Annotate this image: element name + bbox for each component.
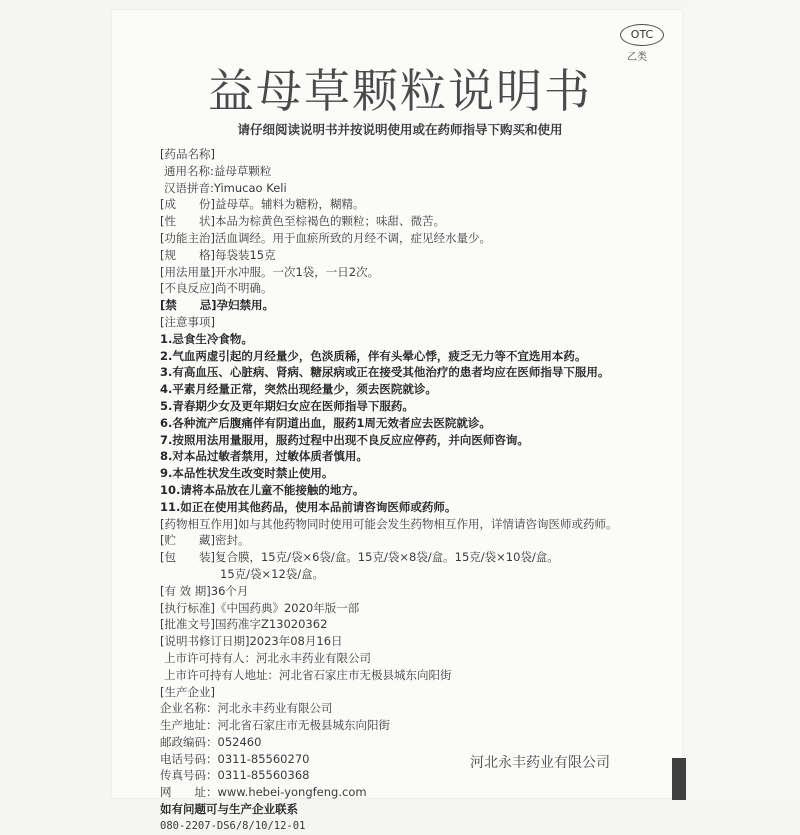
document-subtitle: 请仔细阅读说明书并按说明使用或在药师指导下购买和使用 (237, 122, 563, 137)
dosage: [用法用量]开水冲服。一次1袋，一日2次。 (160, 264, 380, 279)
website: 网 址：www.hebei-yongfeng.com (160, 785, 367, 800)
leaflet-body (160, 146, 680, 835)
precaution-item: 3.有高血压、心脏病、肾病、糖尿病或正在接受其他治疗的患者均应在医师指导下服用。 (160, 365, 610, 380)
company-name: 企业名称：河北永丰药业有限公司 (160, 701, 333, 716)
precaution-item: 8.对本品过敏者禁用，过敏体质者慎用。 (160, 449, 368, 464)
section-manufacturer: [生产企业] (160, 684, 215, 699)
approval-number: [批准文号]国药准字Z13020362 (160, 617, 328, 632)
production-address: 生产地址：河北省石家庄市无极县城东向阳街 (160, 718, 390, 733)
phone-number: 电话号码：0311-85560270 (160, 751, 310, 766)
otc-class-label: 乙类 (627, 52, 647, 63)
section-precautions: [注意事项] (160, 314, 215, 329)
packaging-continued: 15克/袋×12袋/盒。 (220, 566, 325, 581)
background-right (682, 0, 800, 800)
mah-name: 上市许可持有人：河北永丰药业有限公司 (164, 650, 371, 665)
footer-company: 河北永丰药业有限公司 (470, 755, 610, 771)
contraindications: [禁 忌]孕妇禁用。 (160, 298, 275, 313)
storage: [贮 藏]密封。 (160, 533, 250, 548)
precaution-item: 1.忌食生冷食物。 (160, 331, 253, 346)
indications: [功能主治]活血调经。用于血瘀所致的月经不调，症见经水量少。 (160, 230, 491, 245)
expiry: [有 效 期]36个月 (160, 583, 249, 598)
otc-badge: OTC (620, 24, 664, 46)
precaution-item: 5.青春期少女及更年期妇女应在医师指导下服药。 (160, 398, 414, 413)
appearance: [性 状]本品为棕黄色至棕褐色的颗粒；味甜、微苦。 (160, 214, 445, 229)
fax-number: 传真号码：0311-85560368 (160, 768, 310, 783)
ingredients: [成 份]益母草。辅料为糖粉，糊精。 (160, 197, 365, 212)
mah-address: 上市许可持有人地址：河北省石家庄市无极县城东向阳街 (164, 667, 452, 682)
packaging: [包 装]复合膜，15克/袋×6袋/盒。15克/袋×8袋/盒。15克/袋×10袋/盒。 (160, 550, 559, 565)
document-title: 益母草颗粒说明书 (208, 64, 592, 118)
pinyin-name: 汉语拼音:Yimucao Keli (164, 180, 287, 195)
contact-note: 如有问题可与生产企业联系 (160, 802, 298, 817)
precaution-item: 9.本品性状发生改变时禁止使用。 (160, 466, 334, 481)
section-drug-name: [药品名称] (160, 147, 215, 161)
drug-interactions: [药物相互作用]如与其他药物同时使用可能会发生药物相互作用，详情请咨询医师或药师。 (160, 516, 618, 531)
precaution-item: 10.请将本品放在儿童不能接触的地方。 (160, 482, 365, 497)
precaution-item: 4.平素月经量正常，突然出现经量少，须去医院就诊。 (160, 382, 437, 397)
precaution-item: 6.各种流产后腹痛伴有阴道出血，服药1周无效者应去医院就诊。 (160, 415, 491, 430)
precaution-item: 2.气血两虚引起的月经量少，色淡质稀，伴有头晕心悸，疲乏无力等不宜选用本药。 (160, 348, 587, 363)
precaution-item: 7.按照用法用量服用，服药过程中出现不良反应应停药，并向医师咨询。 (160, 432, 529, 447)
standard: [执行标准]《中国药典》2020年版一部 (160, 600, 360, 615)
postal-code: 邮政编码：052460 (160, 734, 262, 749)
generic-name: 通用名称:益母草颗粒 (164, 163, 272, 178)
precaution-item: 11.如正在使用其他药品，使用本品前请咨询医师或药师。 (160, 499, 457, 514)
specification: [规 格]每袋装15克 (160, 247, 276, 262)
document-code: 080-2207-DS6/8/10/12-01 (160, 819, 306, 832)
revision-date: [说明书修订日期]2023年08月16日 (160, 634, 343, 649)
adverse-reactions: [不良反应]尚不明确。 (160, 281, 273, 296)
